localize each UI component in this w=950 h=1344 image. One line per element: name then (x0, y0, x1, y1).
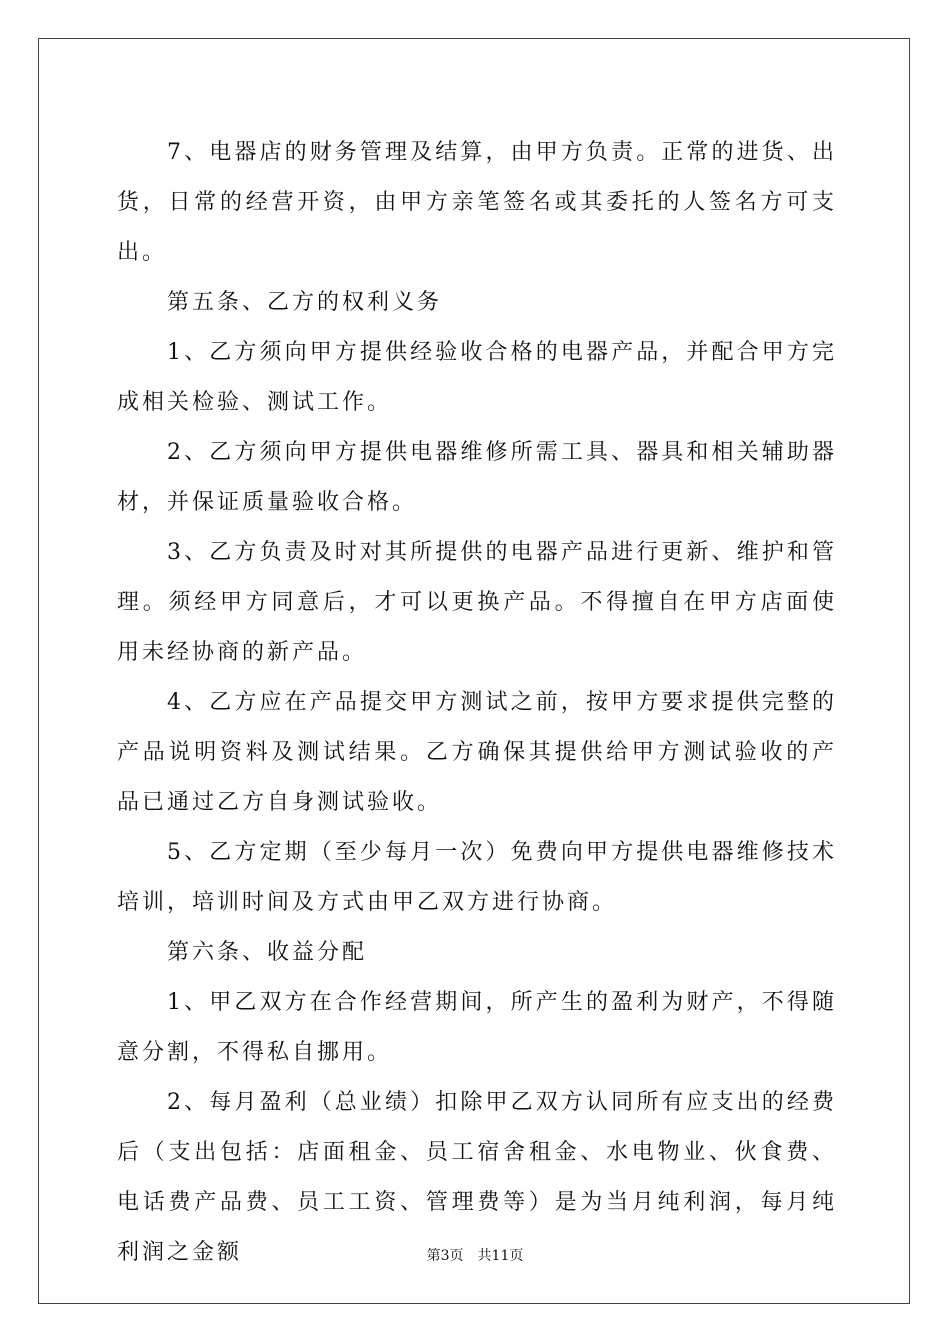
paragraph: 2、每月盈利（总业绩）扣除甲乙双方认同所有应支出的经费后（支出包括：店面租金、员工宿舍租金、水电物业、伙食费、电话费产品费、员工工资、管理费等）是为当月纯利润，每月纯利润之金额 (117, 1090, 837, 1265)
paragraph: 1、乙方须向甲方提供经验收合格的电器产品，并配合甲方完成相关检验、测试工作。 (117, 340, 837, 415)
page-number-current: 第3页 (426, 1248, 464, 1264)
document-body (117, 128, 837, 1278)
paragraph: 2、乙方须向甲方提供电器维修所需工具、器具和相关辅助器材，并保证质量验收合格。 (117, 440, 837, 515)
paragraph: 3、乙方负责及时对其所提供的电器产品进行更新、维护和管理。须经甲方同意后，才可以更换产品。不得擅自在甲方店面使用未经协商的新产品。 (117, 540, 837, 665)
section-heading: 第六条、收益分配 (167, 940, 368, 965)
page-footer (0, 1245, 950, 1265)
section-heading: 第五条、乙方的权利义务 (167, 290, 443, 315)
paragraph: 7、电器店的财务管理及结算，由甲方负责。正常的进货、出货，日常的经营开资，由甲方亲笔签名或其委托的人签名方可支出。 (117, 140, 837, 265)
paragraph: 5、乙方定期（至少每月一次）免费向甲方提供电器维修技术培训，培训时间及方式由甲乙双方进行协商。 (117, 840, 837, 915)
paragraph: 1、甲乙双方在合作经营期间，所产生的盈利为财产，不得随意分割，不得私自挪用。 (117, 990, 837, 1065)
page-number-total: 共11页 (477, 1248, 524, 1264)
paragraph: 4、乙方应在产品提交甲方测试之前，按甲方要求提供完整的产品说明资料及测试结果。乙方确保其提供给甲方测试验收的产品已通过乙方自身测试验收。 (117, 690, 837, 815)
